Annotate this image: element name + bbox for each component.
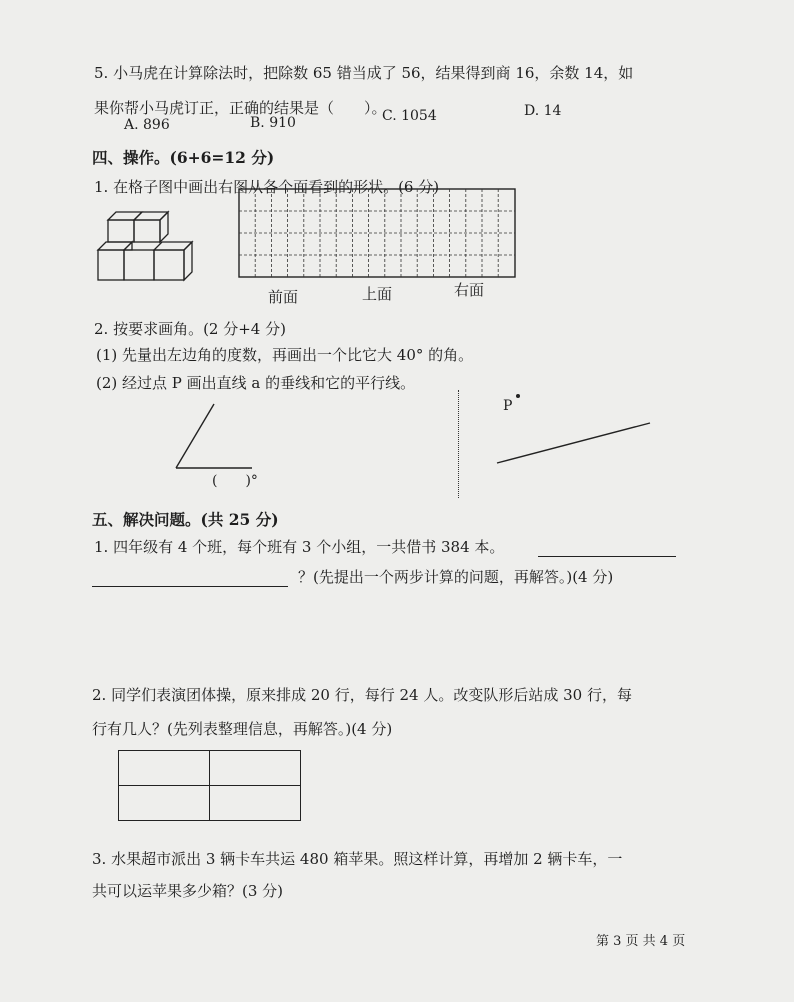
s4-q2-1-text: (1) 先量出左边角的度数，再画出一个比它大 40° 的角。 xyxy=(96,346,474,364)
view-label-top: 上面 xyxy=(362,285,393,303)
q5-line1: 5. 小马虎在计算除法时，把除数 65 错当成了 56，结果得到商 16，余数 14，如 xyxy=(94,64,634,82)
s5-q1-blank-2[interactable] xyxy=(92,586,288,587)
cube-figure xyxy=(96,206,196,286)
view-label-right: 右面 xyxy=(454,281,485,299)
page-footer: 第 3 页 共 4 页 xyxy=(596,934,686,949)
point-p-dot xyxy=(516,394,520,398)
point-p-label: P xyxy=(503,398,513,414)
s5-q1-blank-1[interactable] xyxy=(538,556,676,557)
s5-q3-line1: 3. 水果超市派出 3 辆卡车共运 480 箱苹果。照这样计算，再增加 2 辆卡车，一 xyxy=(92,850,623,868)
angle-figure xyxy=(170,398,260,474)
line-a xyxy=(494,418,654,468)
section4-title: 四、操作。(6+6=12 分) xyxy=(92,148,275,167)
q5-option-b: B. 910 xyxy=(250,115,296,131)
drawing-grid[interactable] xyxy=(238,188,518,280)
s5-q1-line1: 1. 四年级有 4 个班，每个班有 3 个小组，一共借书 384 本。 xyxy=(94,538,505,556)
q5-option-c: C. 1054 xyxy=(382,108,437,124)
s4-q2-text: 2. 按要求画角。(2 分+4 分) xyxy=(94,320,286,338)
info-table-cell[interactable] xyxy=(119,786,210,821)
s4-q2-2-text: (2) 经过点 P 画出直线 a 的垂线和它的平行线。 xyxy=(96,374,416,392)
q5-line2: 果你帮小马虎订正，正确的结果是（ ）。 xyxy=(94,99,387,117)
q5-option-a: A. 896 xyxy=(124,117,170,133)
view-label-front: 前面 xyxy=(268,288,299,306)
s5-q2-line1: 2. 同学们表演团体操，原来排成 20 行，每行 24 人。改变队形后站成 30 行，每 xyxy=(92,686,632,704)
section5-title: 五、解决问题。(共 25 分) xyxy=(92,510,279,529)
q5-option-d: D. 14 xyxy=(524,103,562,119)
dotted-divider xyxy=(458,390,459,498)
info-table-cell[interactable] xyxy=(119,751,210,786)
s5-q3-line2: 共可以运苹果多少箱？(3 分) xyxy=(92,882,284,900)
s4-q1-text: 1. 在格子图中画出右图从各个面看到的形状。(6 分) xyxy=(94,178,440,196)
angle-degree-blank[interactable]: ( )° xyxy=(212,473,258,489)
info-table[interactable] xyxy=(118,750,301,821)
info-table-cell[interactable] xyxy=(210,751,301,786)
info-table-cell[interactable] xyxy=(210,786,301,821)
s5-q1-line2: ？(先提出一个两步计算的问题，再解答。)(4 分) xyxy=(298,568,614,586)
s5-q2-line2: 行有几人？(先列表整理信息，再解答。)(4 分) xyxy=(92,720,393,738)
